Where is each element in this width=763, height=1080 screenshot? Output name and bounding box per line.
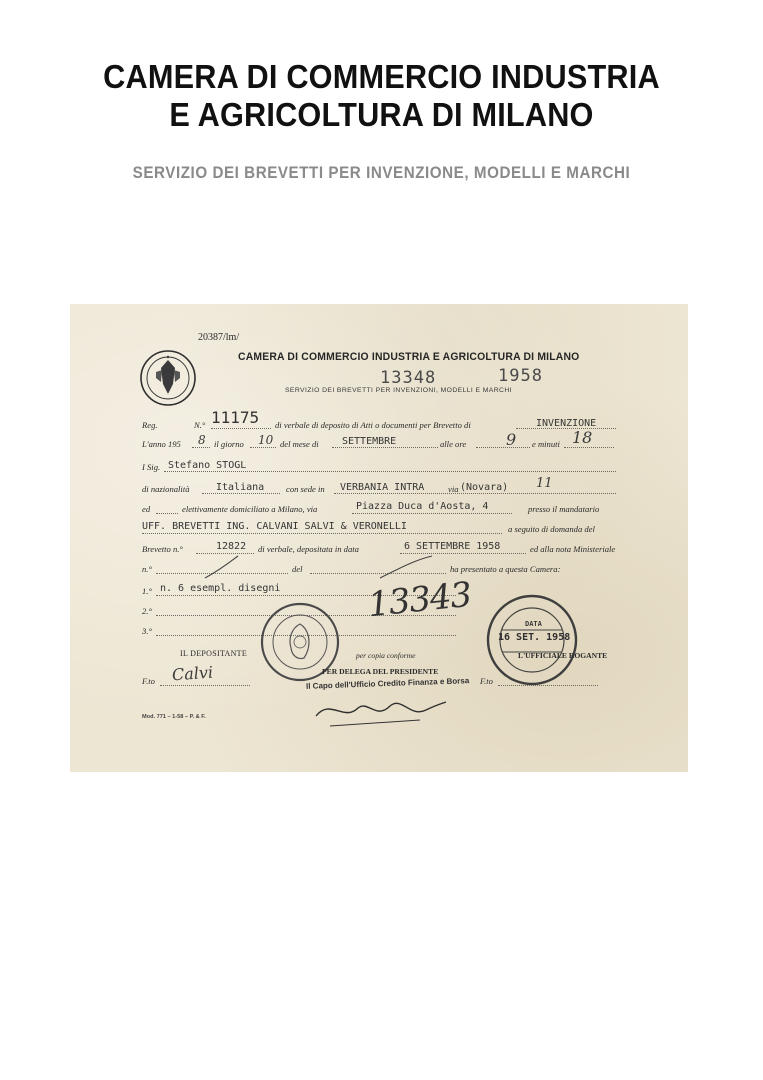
seat-value: VERBANIA INTRA (340, 482, 425, 493)
month-label: del mese di (280, 439, 319, 449)
nota-label: n.° (142, 564, 152, 574)
item1-label: 1.° (142, 586, 152, 596)
handwritten-number: 13343 (366, 574, 473, 626)
presented-label: ha presentato a questa Camera: (450, 564, 561, 574)
reg-label: Reg. (142, 420, 158, 430)
page-subtitle: SERVIZIO DEI BREVETTI PER INVENZIONE, MODELLI E MARCHI (132, 164, 631, 182)
nationality-value: Italiana (216, 482, 265, 493)
year-digit: 8 (198, 433, 206, 447)
person-prefix: I Sig. (142, 462, 161, 472)
capo-label: Il Capo dell'Ufficio Credito Finanza e Borsa (305, 676, 470, 691)
day-value: 10 (258, 433, 274, 447)
verbale-label: di verbale, depositata in data (258, 544, 359, 554)
del-label: del (292, 564, 303, 574)
stamp-date: 16 SET. 1958 (498, 632, 571, 643)
brevetto-value: 12822 (216, 541, 247, 552)
agent-label: presso il mandatario (528, 504, 600, 514)
hour-value: 9 (506, 430, 517, 449)
month-value: SETTEMBRE (342, 436, 397, 447)
copy-conform: per copia conforme (356, 651, 416, 660)
certificate-heading: CAMERA DI COMMERCIO INDUSTRIA E AGRICOLTURA DI MILANO (238, 351, 580, 363)
seat-label: con sede in (286, 484, 325, 494)
deposit-text: di verbale di deposito di Atti o documenti per Brevetto di (275, 420, 471, 430)
domicile-value: Piazza Duca d'Aosta, 4 (356, 501, 489, 512)
certificate-subheading: SERVIZIO DEI BREVETTI PER INVENZIONI, MODELLI E MARCHI (285, 387, 512, 394)
domicile-label: elettivamente domiciliato a Milano, via (182, 504, 318, 514)
stamp-number: 13348 (380, 368, 437, 388)
fto-label-2: F.to (480, 676, 493, 686)
agent-value: UFF. BREVETTI ING. CALVANI SALVI & VERONELLI (142, 521, 407, 532)
certificate-reference: 20387/lm/ (198, 332, 240, 343)
minutes-label: e minuti (532, 439, 560, 449)
fto-label: F.to (142, 676, 155, 686)
nationality-label: di nazionalità (142, 484, 190, 494)
page-title-line-2: E AGRICOLTURA DI MILANO (169, 96, 594, 133)
ed-label: ed (142, 504, 151, 514)
certificate-scan (70, 304, 688, 772)
page-header (0, 58, 763, 134)
delega-label: PER DELEGA DEL PRESIDENTE (322, 667, 439, 676)
item1-value: n. 6 esempl. disegni (160, 583, 281, 594)
depositante-label: IL DEPOSITANTE (180, 649, 248, 658)
stamp-year: 1958 (498, 366, 543, 386)
verbale-date: 6 SETTEMBRE 1958 (404, 541, 501, 552)
via-label: via (448, 484, 459, 494)
form-code: Mod. 771 – 1-58 – P. & F. (142, 714, 206, 720)
via-value: (Novara) (460, 482, 509, 493)
day-label: il giorno (214, 439, 244, 449)
number-label: N.° (194, 420, 206, 430)
number-value: 11175 (211, 408, 260, 427)
official-signature-icon (310, 692, 450, 732)
emblem-seal-icon (138, 348, 198, 408)
page-title-line-1: CAMERA DI COMMERCIO INDUSTRIA (103, 58, 660, 95)
minutes-value: 18 (572, 428, 593, 447)
patent-type: INVENZIONE (536, 418, 597, 429)
ministerial-label: ed alla nota Ministeriale (530, 544, 616, 554)
via-number: 11 (536, 476, 553, 491)
item2-label: 2.° (142, 606, 152, 616)
person-value: Stefano STOGL (168, 460, 247, 471)
hour-label: alle ore (440, 439, 467, 449)
depositante-signature: Calvi (171, 662, 214, 685)
ufficiale-label: L'UFFICIALE ROGANTE (518, 651, 608, 660)
item3-label: 3.° (142, 626, 152, 636)
stamp-data-label: DATA (525, 620, 542, 628)
request-label: a seguito di domanda del (508, 524, 595, 534)
year-prefix: L'anno 195 (142, 439, 181, 449)
brevetto-label: Brevetto n.° (142, 544, 183, 554)
